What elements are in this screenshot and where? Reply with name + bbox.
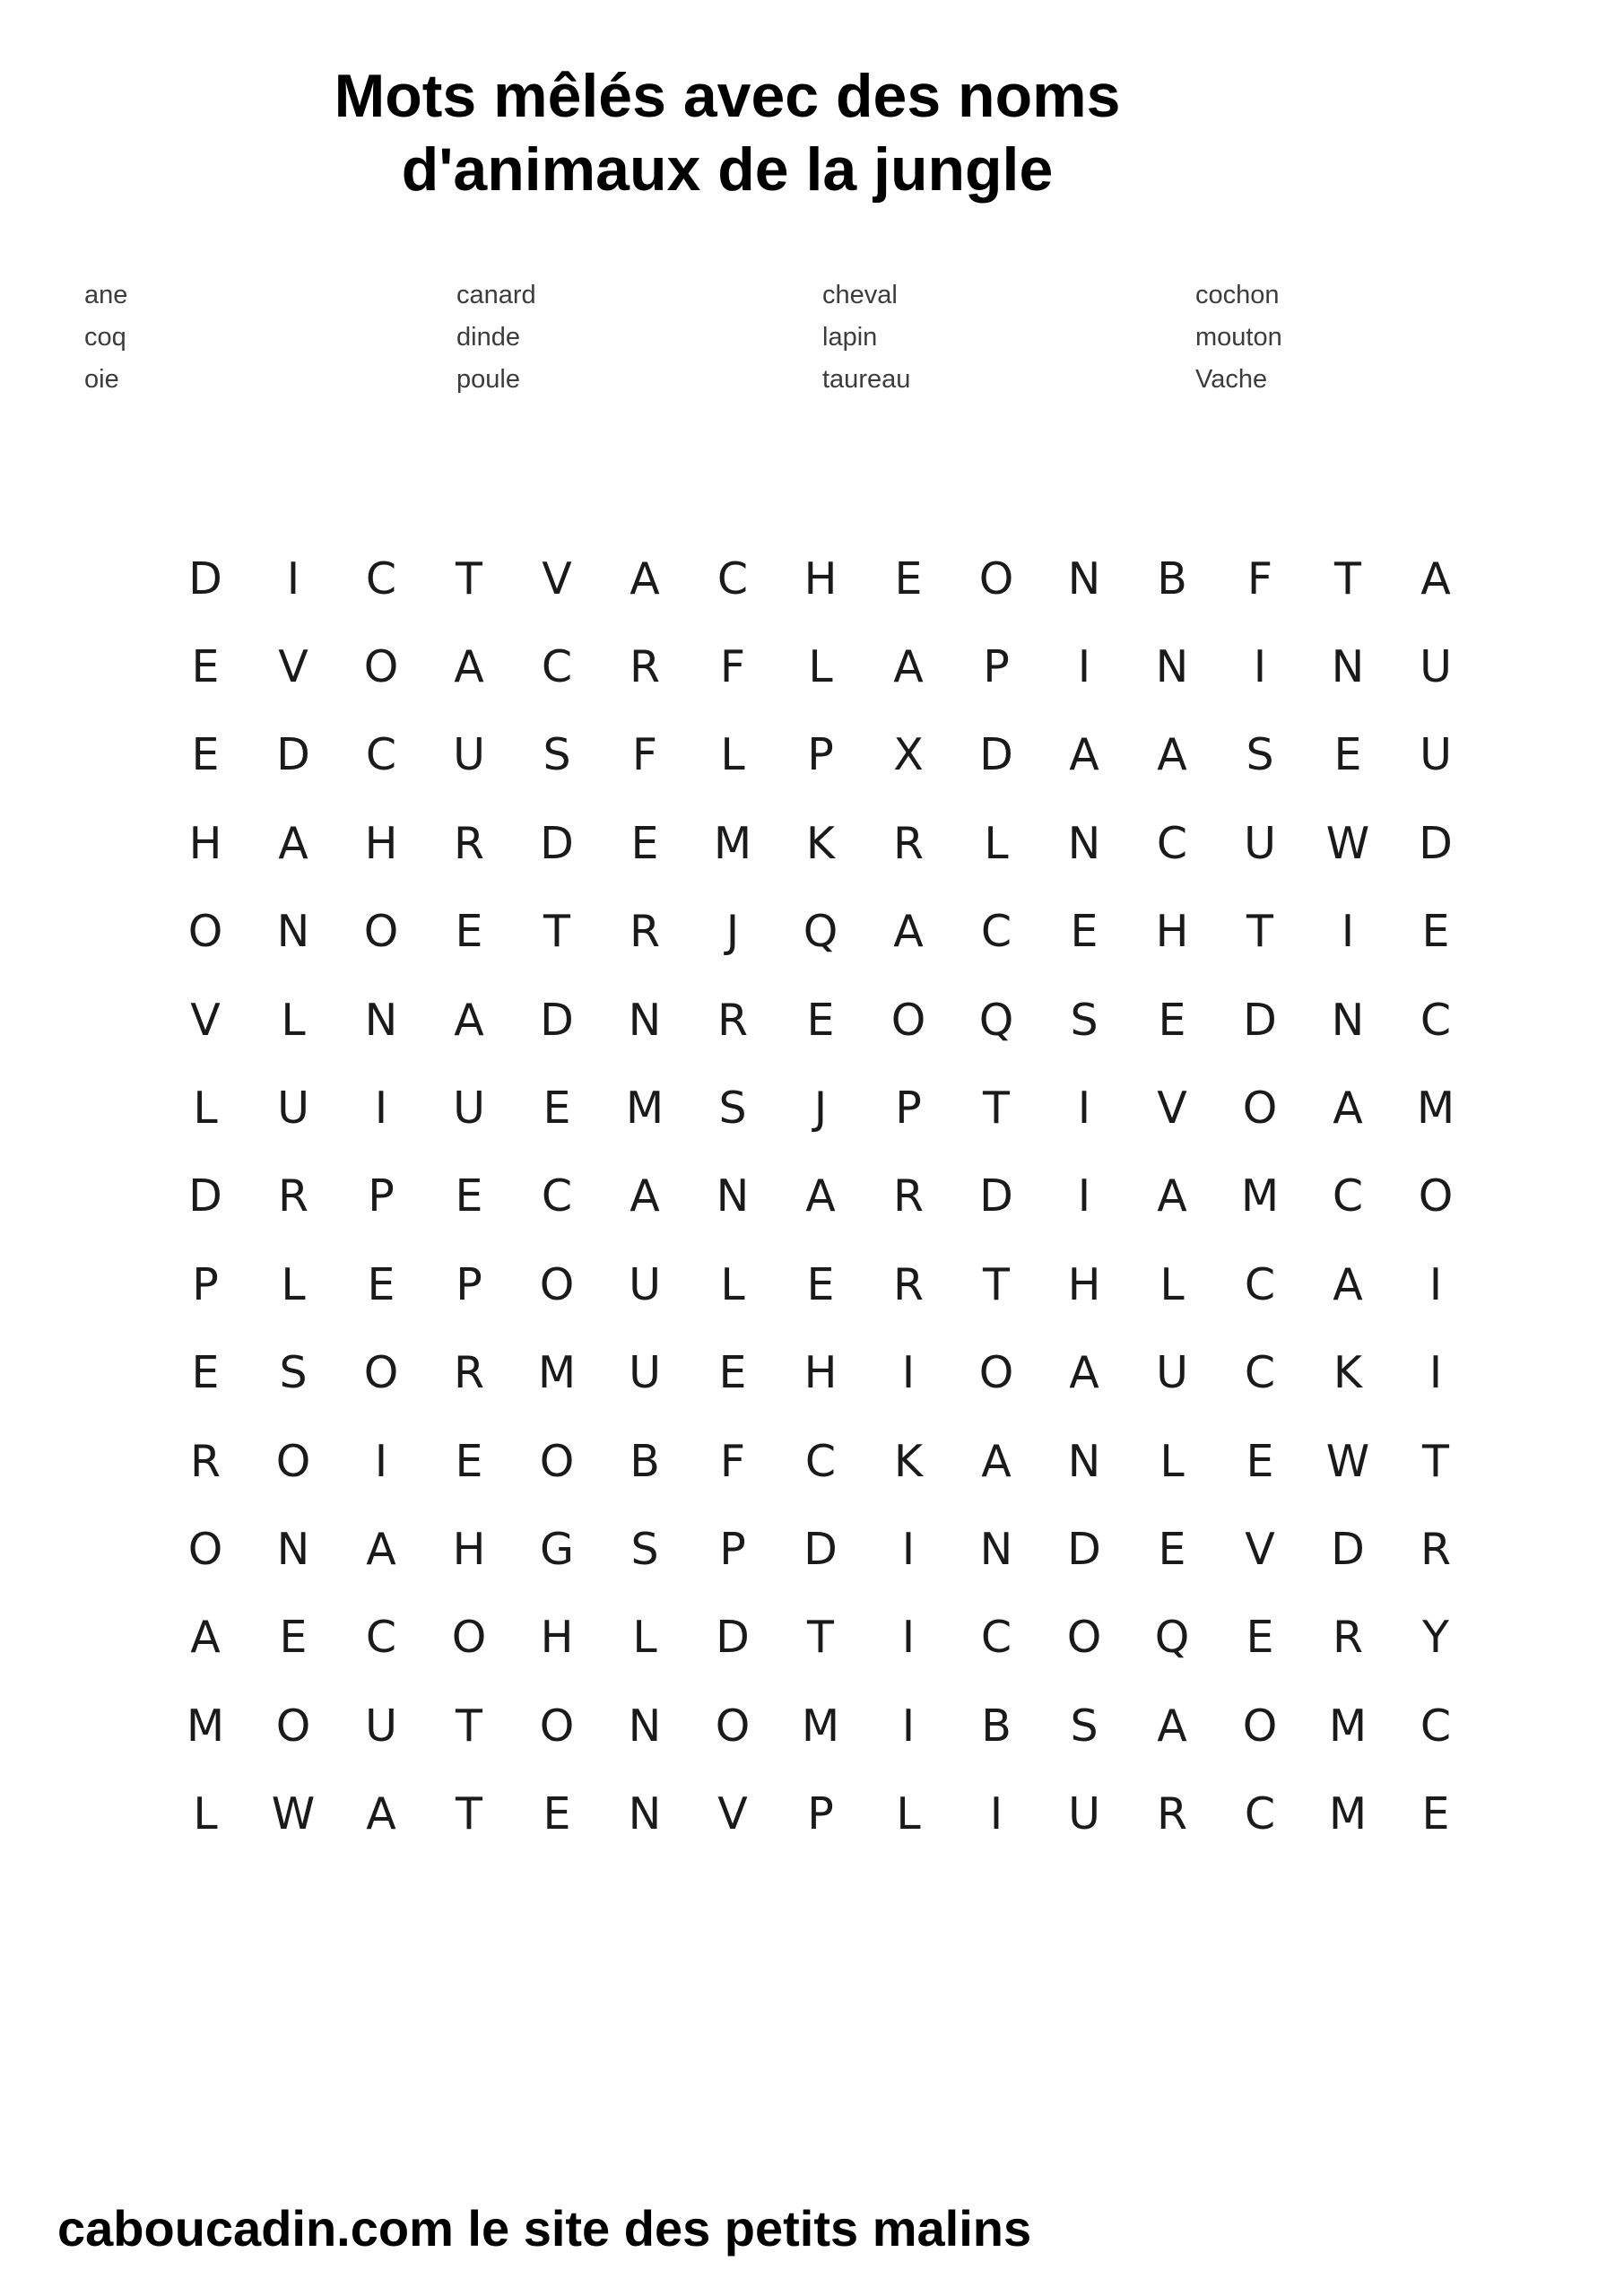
grid-letter[interactable]: D — [188, 552, 222, 604]
grid-letter[interactable]: C — [541, 1170, 573, 1222]
grid-letter[interactable]: C — [365, 729, 397, 781]
grid-letter[interactable]: I — [374, 1435, 388, 1487]
grid-letter[interactable]: N — [1155, 641, 1189, 693]
grid-letter[interactable]: N — [1331, 641, 1365, 693]
grid-letter[interactable]: A — [1333, 1083, 1363, 1135]
grid-letter[interactable]: S — [543, 729, 571, 781]
grid-letter[interactable]: A — [805, 1170, 836, 1222]
word-list-item: mouton — [1195, 323, 1282, 352]
grid-letter[interactable]: E — [1158, 994, 1186, 1046]
grid-letter[interactable]: O — [275, 1700, 311, 1752]
grid-letter[interactable]: O — [451, 1612, 487, 1664]
grid-letter[interactable]: O — [978, 1347, 1014, 1399]
grid-letter[interactable]: N — [1067, 817, 1101, 869]
grid-letter[interactable]: A — [190, 1612, 221, 1664]
grid-letter[interactable]: B — [1157, 552, 1187, 604]
grid-letter[interactable]: C — [716, 552, 749, 604]
grid-letter[interactable]: U — [1156, 1347, 1188, 1399]
word-list-item: cochon — [1195, 281, 1280, 309]
grid-letter[interactable]: F — [719, 1435, 746, 1487]
grid-letter[interactable]: R — [1156, 1788, 1188, 1840]
grid-letter[interactable]: Q — [803, 906, 838, 958]
grid-letter[interactable]: E — [279, 1612, 308, 1664]
grid-letter[interactable]: C — [1244, 1347, 1276, 1399]
grid-letter[interactable]: R — [189, 1435, 221, 1487]
grid-letter[interactable]: I — [1077, 1170, 1091, 1222]
grid-letter[interactable]: T — [983, 1258, 1010, 1310]
word-list-item: cheval — [822, 281, 898, 309]
grid-letter[interactable]: O — [539, 1258, 575, 1310]
grid-letter[interactable]: M — [186, 1700, 225, 1752]
grid-letter[interactable]: M — [625, 1083, 664, 1135]
grid-letter[interactable]: D — [188, 1170, 222, 1222]
grid-letter[interactable]: R — [629, 641, 661, 693]
grid-letter[interactable]: E — [191, 641, 220, 693]
grid-letter[interactable]: E — [894, 552, 923, 604]
grid-letter[interactable]: E — [1246, 1435, 1274, 1487]
grid-letter[interactable]: E — [543, 1083, 571, 1135]
word-list — [84, 274, 1483, 401]
grid-letter[interactable]: T — [456, 1788, 482, 1840]
grid-letter[interactable]: R — [629, 906, 661, 958]
grid-letter[interactable]: M — [1328, 1788, 1368, 1840]
grid-letter[interactable]: T — [1334, 552, 1361, 604]
grid-letter[interactable]: K — [805, 817, 836, 869]
grid-letter[interactable]: C — [1244, 1258, 1276, 1310]
grid-letter[interactable]: I — [1341, 906, 1355, 958]
grid-letter[interactable]: E — [1333, 729, 1362, 781]
grid-letter[interactable]: E — [455, 906, 483, 958]
grid-letter[interactable]: H — [803, 1347, 838, 1399]
grid-letter[interactable]: N — [716, 1170, 750, 1222]
grid-letter[interactable]: E — [1158, 1523, 1186, 1575]
grid-letter[interactable]: I — [1253, 641, 1267, 693]
grid-letter[interactable]: S — [1246, 729, 1274, 781]
grid-letter[interactable]: L — [896, 1788, 921, 1840]
grid-letter[interactable]: M — [713, 817, 752, 869]
grid-letter[interactable]: E — [718, 1347, 747, 1399]
grid-letter[interactable]: Q — [978, 994, 1014, 1046]
grid-letter[interactable]: S — [718, 1083, 747, 1135]
grid-letter[interactable]: A — [366, 1788, 396, 1840]
grid-letter[interactable]: O — [1066, 1612, 1102, 1664]
grid-letter[interactable]: C — [804, 1435, 837, 1487]
grid-letter[interactable]: J — [813, 1083, 828, 1135]
grid-letter[interactable]: O — [1242, 1700, 1278, 1752]
grid-letter[interactable]: D — [1419, 817, 1453, 869]
grid-letter[interactable]: A — [1069, 729, 1099, 781]
grid-letter[interactable]: O — [187, 906, 223, 958]
grid-letter[interactable]: R — [716, 994, 749, 1046]
grid-letter[interactable]: A — [278, 817, 308, 869]
grid-letter[interactable]: F — [1246, 552, 1273, 604]
grid-letter[interactable]: D — [540, 817, 574, 869]
grid-letter[interactable]: I — [374, 1083, 388, 1135]
grid-letter[interactable]: L — [281, 1258, 306, 1310]
grid-letter[interactable]: K — [893, 1435, 924, 1487]
grid-letter[interactable]: T — [807, 1612, 834, 1664]
grid-letter[interactable]: O — [187, 1523, 223, 1575]
grid-letter[interactable]: L — [193, 1083, 218, 1135]
grid-letter[interactable]: I — [901, 1700, 916, 1752]
grid-letter[interactable]: E — [1421, 1788, 1450, 1840]
grid-letter[interactable]: H — [364, 817, 398, 869]
grid-letter[interactable]: L — [808, 641, 833, 693]
grid-letter[interactable]: O — [539, 1435, 575, 1487]
grid-letter[interactable]: O — [539, 1700, 575, 1752]
grid-letter[interactable]: D — [1067, 1523, 1101, 1575]
grid-letter[interactable]: L — [1159, 1435, 1185, 1487]
grid-letter[interactable]: A — [366, 1523, 396, 1575]
grid-letter[interactable]: N — [979, 1523, 1013, 1575]
grid-letter[interactable]: N — [1331, 994, 1365, 1046]
grid-letter[interactable]: O — [275, 1435, 311, 1487]
grid-letter[interactable]: L — [984, 817, 1009, 869]
grid-letter[interactable]: U — [277, 1083, 309, 1135]
grid-letter[interactable]: N — [1067, 552, 1101, 604]
grid-letter[interactable]: I — [1077, 1083, 1091, 1135]
grid-letter[interactable]: J — [725, 906, 740, 958]
grid-letter[interactable]: O — [363, 906, 399, 958]
grid-letter[interactable]: E — [1246, 1612, 1274, 1664]
grid-letter[interactable]: S — [1070, 1700, 1099, 1752]
grid-letter[interactable]: B — [981, 1700, 1012, 1752]
grid-letter[interactable]: T — [983, 1083, 1010, 1135]
grid-letter[interactable]: M — [1416, 1083, 1455, 1135]
grid-letter[interactable]: V — [1245, 1523, 1275, 1575]
grid-letter[interactable]: A — [893, 906, 924, 958]
grid-letter[interactable]: D — [716, 1612, 750, 1664]
grid-letter[interactable]: C — [980, 1612, 1012, 1664]
grid-letter[interactable]: T — [543, 906, 570, 958]
grid-letter[interactable]: L — [720, 729, 745, 781]
grid-letter[interactable]: T — [456, 1700, 482, 1752]
word-list-item: ane — [84, 281, 128, 309]
grid-letter[interactable]: H — [803, 552, 838, 604]
grid-letter[interactable]: A — [1157, 1700, 1187, 1752]
grid-letter[interactable]: A — [1157, 729, 1187, 781]
grid-letter[interactable]: P — [983, 641, 1010, 693]
grid-letter[interactable]: N — [364, 994, 398, 1046]
grid-letter[interactable]: V — [542, 552, 572, 604]
grid-letter[interactable]: D — [540, 994, 574, 1046]
grid-letter[interactable]: U — [365, 1700, 397, 1752]
grid-letter[interactable]: R — [892, 1170, 925, 1222]
grid-letter[interactable]: O — [363, 1347, 399, 1399]
grid-letter[interactable]: N — [1067, 1435, 1101, 1487]
grid-letter[interactable]: O — [715, 1700, 751, 1752]
grid-letter[interactable]: P — [719, 1523, 746, 1575]
grid-letter[interactable]: I — [901, 1523, 916, 1575]
grid-letter[interactable]: R — [453, 817, 485, 869]
grid-letter[interactable]: R — [1332, 1612, 1364, 1664]
grid-letter[interactable]: C — [541, 641, 573, 693]
word-list-item: canard — [456, 281, 536, 309]
grid-letter[interactable]: O — [1418, 1170, 1454, 1222]
grid-letter[interactable]: U — [453, 1083, 485, 1135]
grid-letter[interactable]: A — [981, 1435, 1012, 1487]
grid-letter[interactable]: U — [1420, 729, 1452, 781]
grid-letter[interactable]: H — [540, 1612, 574, 1664]
grid-letter[interactable]: E — [191, 1347, 220, 1399]
grid-letter[interactable]: S — [630, 1523, 659, 1575]
grid-letter[interactable]: I — [1077, 641, 1091, 693]
grid-letter[interactable]: E — [455, 1170, 483, 1222]
grid-letter[interactable]: L — [1159, 1258, 1185, 1310]
word-search-grid — [161, 535, 1480, 1858]
grid-letter[interactable]: I — [989, 1788, 1003, 1840]
grid-letter[interactable]: D — [803, 1523, 838, 1575]
word-list-item: oie — [84, 365, 119, 394]
grid-letter[interactable]: P — [192, 1258, 219, 1310]
grid-letter[interactable]: E — [630, 817, 659, 869]
grid-letter[interactable]: V — [278, 641, 308, 693]
grid-letter[interactable]: U — [1244, 817, 1276, 869]
page-title-line-1: Mots mêlés avec des noms — [334, 62, 1121, 130]
word-list-item: dinde — [456, 323, 520, 352]
grid-letter[interactable]: N — [628, 1788, 662, 1840]
grid-letter[interactable]: P — [895, 1083, 922, 1135]
grid-letter[interactable]: H — [188, 817, 222, 869]
grid-letter[interactable]: M — [537, 1347, 577, 1399]
grid-letter[interactable]: X — [893, 729, 924, 781]
grid-letter[interactable]: I — [901, 1347, 916, 1399]
grid-letter[interactable]: E — [543, 1788, 571, 1840]
grid-letter[interactable]: A — [893, 641, 924, 693]
grid-letter[interactable]: D — [979, 1170, 1013, 1222]
grid-letter[interactable]: C — [1420, 1700, 1452, 1752]
grid-letter[interactable]: V — [717, 1788, 748, 1840]
site-footer: caboucadin.com le site des petits malins — [57, 2200, 1032, 2257]
grid-letter[interactable]: L — [632, 1612, 657, 1664]
grid-letter[interactable]: M — [1328, 1700, 1368, 1752]
grid-letter[interactable]: U — [1420, 641, 1452, 693]
grid-letter[interactable]: T — [1422, 1435, 1449, 1487]
grid-letter[interactable]: A — [630, 1170, 660, 1222]
grid-letter[interactable]: P — [368, 1170, 395, 1222]
page-title-line-2: d'animaux de la jungle — [401, 135, 1054, 204]
grid-letter[interactable]: A — [1333, 1258, 1363, 1310]
grid-letter[interactable]: E — [455, 1435, 483, 1487]
grid-letter[interactable]: U — [1068, 1788, 1100, 1840]
grid-letter[interactable]: D — [276, 729, 310, 781]
grid-letter[interactable]: D — [1331, 1523, 1365, 1575]
word-list-item: taureau — [822, 365, 911, 394]
grid-letter[interactable]: B — [630, 1435, 660, 1487]
grid-letter[interactable]: A — [454, 641, 484, 693]
grid-letter[interactable]: Q — [1154, 1612, 1190, 1664]
grid-letter[interactable]: M — [801, 1700, 840, 1752]
grid-letter[interactable]: H — [1155, 906, 1189, 958]
grid-letter[interactable]: V — [190, 994, 221, 1046]
word-list-item: poule — [456, 365, 520, 394]
grid-letter[interactable]: T — [456, 552, 482, 604]
grid-letter[interactable]: E — [1421, 906, 1450, 958]
grid-letter[interactable]: V — [1157, 1083, 1187, 1135]
grid-letter[interactable]: E — [806, 994, 835, 1046]
grid-letter[interactable]: H — [452, 1523, 486, 1575]
grid-letter[interactable]: G — [540, 1523, 574, 1575]
grid-letter[interactable]: O — [363, 641, 399, 693]
grid-letter[interactable]: E — [191, 729, 220, 781]
grid-letter[interactable]: I — [901, 1612, 916, 1664]
grid-letter[interactable]: U — [629, 1347, 661, 1399]
grid-letter[interactable]: A — [630, 552, 660, 604]
grid-letter[interactable]: D — [1243, 994, 1277, 1046]
grid-letter[interactable]: R — [453, 1347, 485, 1399]
grid-letter[interactable]: W — [271, 1788, 316, 1840]
grid-letter[interactable]: O — [890, 994, 926, 1046]
grid-letter[interactable]: I — [1429, 1347, 1443, 1399]
grid-letter[interactable]: C — [1420, 994, 1452, 1046]
grid-letter[interactable]: O — [1242, 1083, 1278, 1135]
grid-letter[interactable]: S — [279, 1347, 308, 1399]
grid-letter[interactable]: C — [1244, 1788, 1276, 1840]
word-list-item: coq — [84, 323, 126, 352]
grid-letter[interactable]: L — [281, 994, 306, 1046]
grid-letter[interactable]: N — [276, 1523, 310, 1575]
grid-letter[interactable]: I — [286, 552, 300, 604]
grid-letter[interactable]: K — [1333, 1347, 1363, 1399]
grid-letter[interactable]: R — [1420, 1523, 1452, 1575]
grid-letter[interactable]: C — [365, 1612, 397, 1664]
grid-letter[interactable]: A — [1069, 1347, 1099, 1399]
grid-letter[interactable]: N — [276, 906, 310, 958]
word-list-item: lapin — [822, 323, 878, 352]
grid-letter[interactable]: M — [1240, 1170, 1280, 1222]
grid-letter[interactable]: Y — [1422, 1612, 1449, 1664]
grid-letter[interactable]: N — [628, 1700, 662, 1752]
grid-letter[interactable]: F — [719, 641, 746, 693]
grid-letter[interactable]: D — [979, 729, 1013, 781]
grid-letter[interactable]: A — [1420, 552, 1451, 604]
grid-letter[interactable]: C — [980, 906, 1012, 958]
page-title — [0, 59, 1455, 206]
grid-letter[interactable]: C — [1332, 1170, 1364, 1222]
grid-letter[interactable]: R — [892, 817, 925, 869]
grid-letter[interactable]: L — [193, 1788, 218, 1840]
grid-letter[interactable]: P — [807, 1788, 834, 1840]
grid-letter[interactable]: O — [978, 552, 1014, 604]
grid-letter[interactable]: I — [1429, 1258, 1443, 1310]
grid-letter[interactable]: A — [454, 994, 484, 1046]
grid-letter[interactable]: C — [365, 552, 397, 604]
grid-letter[interactable]: F — [631, 729, 658, 781]
grid-letter[interactable]: W — [1325, 1435, 1370, 1487]
grid-letter[interactable]: P — [456, 1258, 482, 1310]
grid-letter[interactable]: H — [1067, 1258, 1101, 1310]
grid-letter[interactable]: U — [629, 1258, 661, 1310]
grid-letter[interactable]: R — [892, 1258, 925, 1310]
grid-letter[interactable]: C — [1156, 817, 1188, 869]
grid-letter[interactable]: E — [367, 1258, 395, 1310]
grid-letter[interactable]: N — [628, 994, 662, 1046]
grid-letter[interactable]: E — [806, 1258, 835, 1310]
grid-letter[interactable]: T — [1246, 906, 1273, 958]
grid-letter[interactable]: R — [277, 1170, 309, 1222]
grid-letter[interactable]: S — [1070, 994, 1099, 1046]
word-list-item: Vache — [1195, 365, 1268, 394]
grid-letter[interactable]: U — [453, 729, 485, 781]
grid-letter[interactable]: L — [720, 1258, 745, 1310]
grid-letter[interactable]: E — [1070, 906, 1099, 958]
grid-letter[interactable]: P — [807, 729, 834, 781]
grid-letter[interactable]: W — [1325, 817, 1370, 869]
grid-letter[interactable]: A — [1157, 1170, 1187, 1222]
